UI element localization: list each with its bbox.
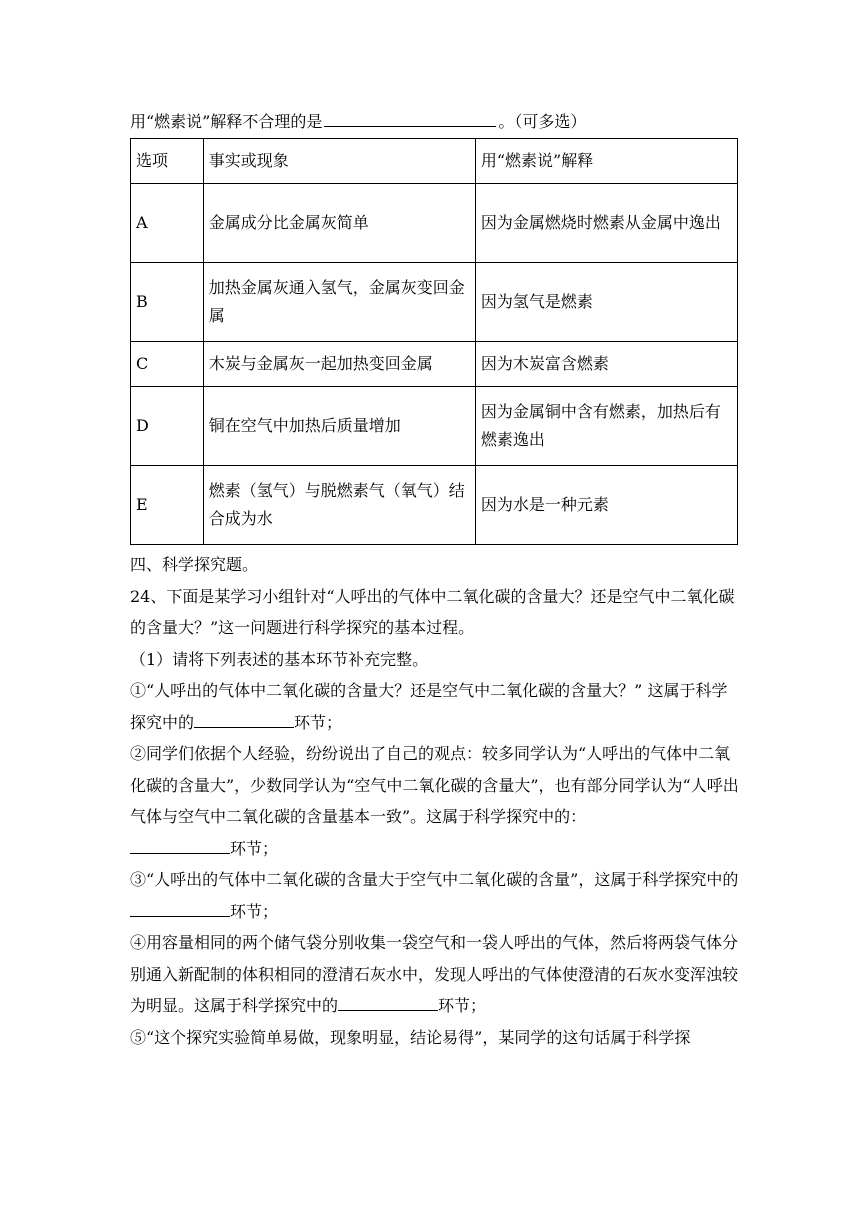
item-4 xyxy=(130,927,740,1022)
item-1 xyxy=(130,675,740,738)
row-fact: 铜在空气中加热后质量增加 xyxy=(203,387,475,466)
row-option: A xyxy=(131,184,204,263)
row-option: B xyxy=(131,263,204,342)
question-stem: 24、下面是某学习小组针对“人呼出的气体中二氧化碳的含量大？还是空气中二氧化碳的含量大？”这一问题进行科学探究的基本过程。 xyxy=(130,586,735,637)
answer-blank xyxy=(194,709,294,728)
row-fact: 木炭与金属灰一起加热变回金属 xyxy=(203,342,475,387)
row-fact: 燃素（氢气）与脱燃素气（氧气）结合成为水 xyxy=(203,466,475,545)
combustion-theory-table xyxy=(130,138,738,545)
row-explanation: 因为水是一种元素 xyxy=(475,466,737,545)
row-explanation: 因为木炭富含燃素 xyxy=(475,342,737,387)
row-option: D xyxy=(131,387,204,466)
answer-blank xyxy=(324,108,496,127)
intro-prefix: 用“燃素说”解释不合理的是 xyxy=(130,112,323,131)
intro-suffix: 。（可多选） xyxy=(498,112,587,131)
header-explanation: 用“燃素说”解释 xyxy=(475,139,737,184)
answer-blank xyxy=(338,992,438,1011)
item-4-tail: 环节； xyxy=(438,996,487,1015)
header-option: 选项 xyxy=(131,139,204,184)
item-2-text: ②同学们依据个人经验，纷纷说出了自己的观点：较多同学认为“人呼出的气体中二氧化碳的含量大”，少数同学认为“空气中二氧化碳的含量大”，也有部分同学认为“人呼出气体与空气中二氧化碳的含量基本一致”。这属于科学探究中的： xyxy=(130,744,739,826)
row-option: C xyxy=(131,342,204,387)
row-explanation: 因为金属铜中含有燃素，加热后有燃素逸出 xyxy=(475,387,737,466)
answer-blank xyxy=(130,898,230,917)
table-row xyxy=(131,263,738,342)
section-heading: 四、科学探究题。 xyxy=(130,555,259,574)
question-part-1: （1）请将下列表述的基本环节补充完整。 xyxy=(130,649,429,669)
header-fact: 事实或现象 xyxy=(203,139,475,184)
item-3-tail: 环节； xyxy=(230,901,279,921)
row-fact: 加热金属灰通入氢气，金属灰变回金属 xyxy=(203,263,475,342)
row-explanation: 因为氢气是燃素 xyxy=(475,263,737,342)
table-row xyxy=(131,342,738,387)
item-1-text: ①“人呼出的气体中二氧化碳的含量大？还是空气中二氧化碳的含量大？” 这属于科学探究中的 xyxy=(130,681,728,732)
row-explanation: 因为金属燃烧时燃素从金属中逸出 xyxy=(475,184,737,263)
item-2 xyxy=(130,738,740,864)
table-row xyxy=(131,184,738,263)
table-row xyxy=(131,466,738,545)
item-3 xyxy=(130,864,740,927)
table-header-row xyxy=(131,139,738,184)
answer-blank xyxy=(130,835,230,854)
row-option: E xyxy=(131,466,204,545)
row-fact: 金属成分比金属灰简单 xyxy=(203,184,475,263)
item-4-text: ④用容量相同的两个储气袋分别收集一袋空气和一袋人呼出的气体，然后将两袋气体分别通入新配制的体积相同的澄清石灰水中，发现人呼出的气体使澄清的石灰水变浑浊较为明显。这属于科学探究中的 xyxy=(130,933,739,1015)
item-1-tail: 环节； xyxy=(294,712,343,732)
item-3-text: ③“人呼出的气体中二氧化碳的含量大于空气中二氧化碳的含量”，这属于科学探究中的 xyxy=(130,870,739,889)
item-2-tail: 环节； xyxy=(230,838,279,858)
intro-line xyxy=(130,106,740,137)
document-body xyxy=(130,106,740,1053)
item-5: ⑤“这个探究实验简单易做，现象明显，结论易得”，某同学的这句话属于科学探 xyxy=(130,1027,691,1047)
table-row xyxy=(131,387,738,466)
